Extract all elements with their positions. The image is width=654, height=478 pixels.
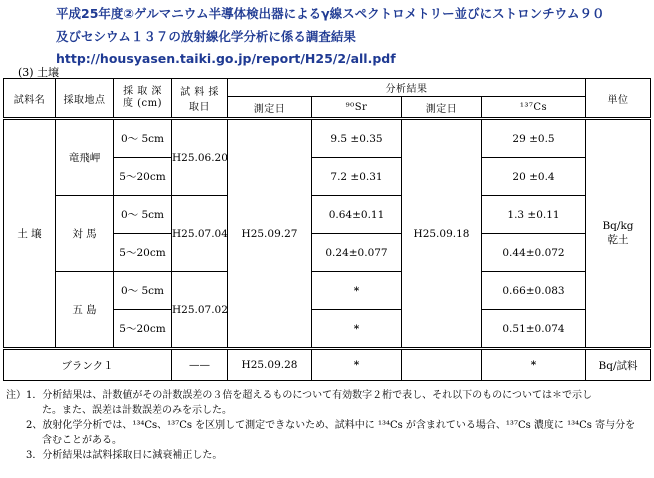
cell-cs-2: 20 ±0.4 xyxy=(482,158,586,196)
cell-depth-6: 5～20cm xyxy=(114,310,172,349)
cell-sampling-date-2: H25.07.04 xyxy=(172,196,228,272)
note-1-line-b: た。また、誤差は計数誤差のみを示した。 xyxy=(42,405,232,416)
note-3: 3．分析結果は試料採取日に減衰補正した。 xyxy=(26,450,223,461)
cell-cs-5: 0.66±0.083 xyxy=(482,272,586,310)
cell-depth-2: 5～20cm xyxy=(114,158,172,196)
cell-sr-5: * xyxy=(312,272,402,310)
cell-depth-4: 5～20cm xyxy=(114,234,172,272)
note-prefix: 注） xyxy=(6,390,26,401)
cell-depth-5: 0～ 5cm xyxy=(114,272,172,310)
header-sample-name: 試料名 xyxy=(4,79,56,119)
header-sampling-date: 試 料 採取日 xyxy=(172,79,228,119)
header-measure-date: 測定日 xyxy=(228,97,312,119)
cell-cs-date: H25.09.18 xyxy=(402,119,482,349)
cell-depth-3: 0～ 5cm xyxy=(114,196,172,234)
cell-location-3: 五 島 xyxy=(56,272,114,349)
cell-sr-6: * xyxy=(312,310,402,349)
cell-sample: 土 壌 xyxy=(4,119,56,349)
header-analysis: 分析結果 xyxy=(228,79,586,97)
cell-cs-6: 0.51±0.074 xyxy=(482,310,586,349)
cell-blank-name: ブランク１ xyxy=(4,349,172,381)
cell-depth-1: 0～ 5cm xyxy=(114,119,172,158)
cell-sr-4: 0.24±0.077 xyxy=(312,234,402,272)
cell-cs-1: 29 ±0.5 xyxy=(482,119,586,158)
report-title-line2: 及びセシウム１３７の放射線化学分析に係る調査結果 xyxy=(56,29,356,44)
cell-sr-date: H25.09.27 xyxy=(228,119,312,349)
section-title: (3) 土壌 xyxy=(18,66,60,79)
cell-blank-sr: * xyxy=(312,349,402,381)
cell-location-1: 竜飛岬 xyxy=(56,119,114,196)
header-location: 採取地点 xyxy=(56,79,114,119)
cell-blank-sr-date: H25.09.28 xyxy=(228,349,312,381)
header-sr90: ⁹⁰Sr xyxy=(312,97,402,119)
cell-blank-cs: * xyxy=(482,349,586,381)
report-url[interactable]: http://housyasen.taiki.go.jp/report/H25/2/all.pdf xyxy=(56,51,396,66)
header-unit: 単位 xyxy=(586,79,651,119)
cell-sr-3: 0.64±0.11 xyxy=(312,196,402,234)
cell-sr-1: 9.5 ±0.35 xyxy=(312,119,402,158)
cell-cs-4: 0.44±0.072 xyxy=(482,234,586,272)
cell-blank-sampling-date: —— xyxy=(172,349,228,381)
note-1-text: 1．分析結果は、計数値がその計数誤差の３倍を超えるものについて有効数字２桁で表し、それ以下のものについては＊で示し xyxy=(26,390,592,401)
soil-results-table xyxy=(3,78,651,381)
footnotes xyxy=(6,388,650,463)
cell-sr-2: 7.2 ±0.31 xyxy=(312,158,402,196)
header-measure-date2: 測定日 xyxy=(402,97,482,119)
header-cs137: ¹³⁷Cs xyxy=(482,97,586,119)
cell-sampling-date-3: H25.07.02 xyxy=(172,272,228,349)
note-2-line-b: 含むことがある。 xyxy=(42,435,122,446)
note-1-line-a xyxy=(6,388,650,403)
cell-cs-3: 1.3 ±0.11 xyxy=(482,196,586,234)
cell-unit: Bq/kg 乾土 xyxy=(586,119,651,349)
header-depth: 採 取 深 度 (cm) xyxy=(114,79,172,119)
cell-sampling-date-1: H25.06.20 xyxy=(172,119,228,196)
note-2-line-a: 2、放射化学分析では、¹³⁴Cs、¹³⁷Cs を区別して測定できないため、試料中に ¹³⁴Cs が含まれている場合、¹³⁷Cs 濃度に ¹³⁴Cs 寄与分を xyxy=(26,420,636,431)
cell-location-2: 対 馬 xyxy=(56,196,114,272)
cell-blank-unit: Bq/試料 xyxy=(586,349,651,381)
report-title-line1: 平成25年度②ゲルマニウム半導体検出器によるγ線スペクトロメトリー並びにストロンチウム９０ xyxy=(56,6,605,21)
cell-blank-cs-date xyxy=(402,349,482,381)
